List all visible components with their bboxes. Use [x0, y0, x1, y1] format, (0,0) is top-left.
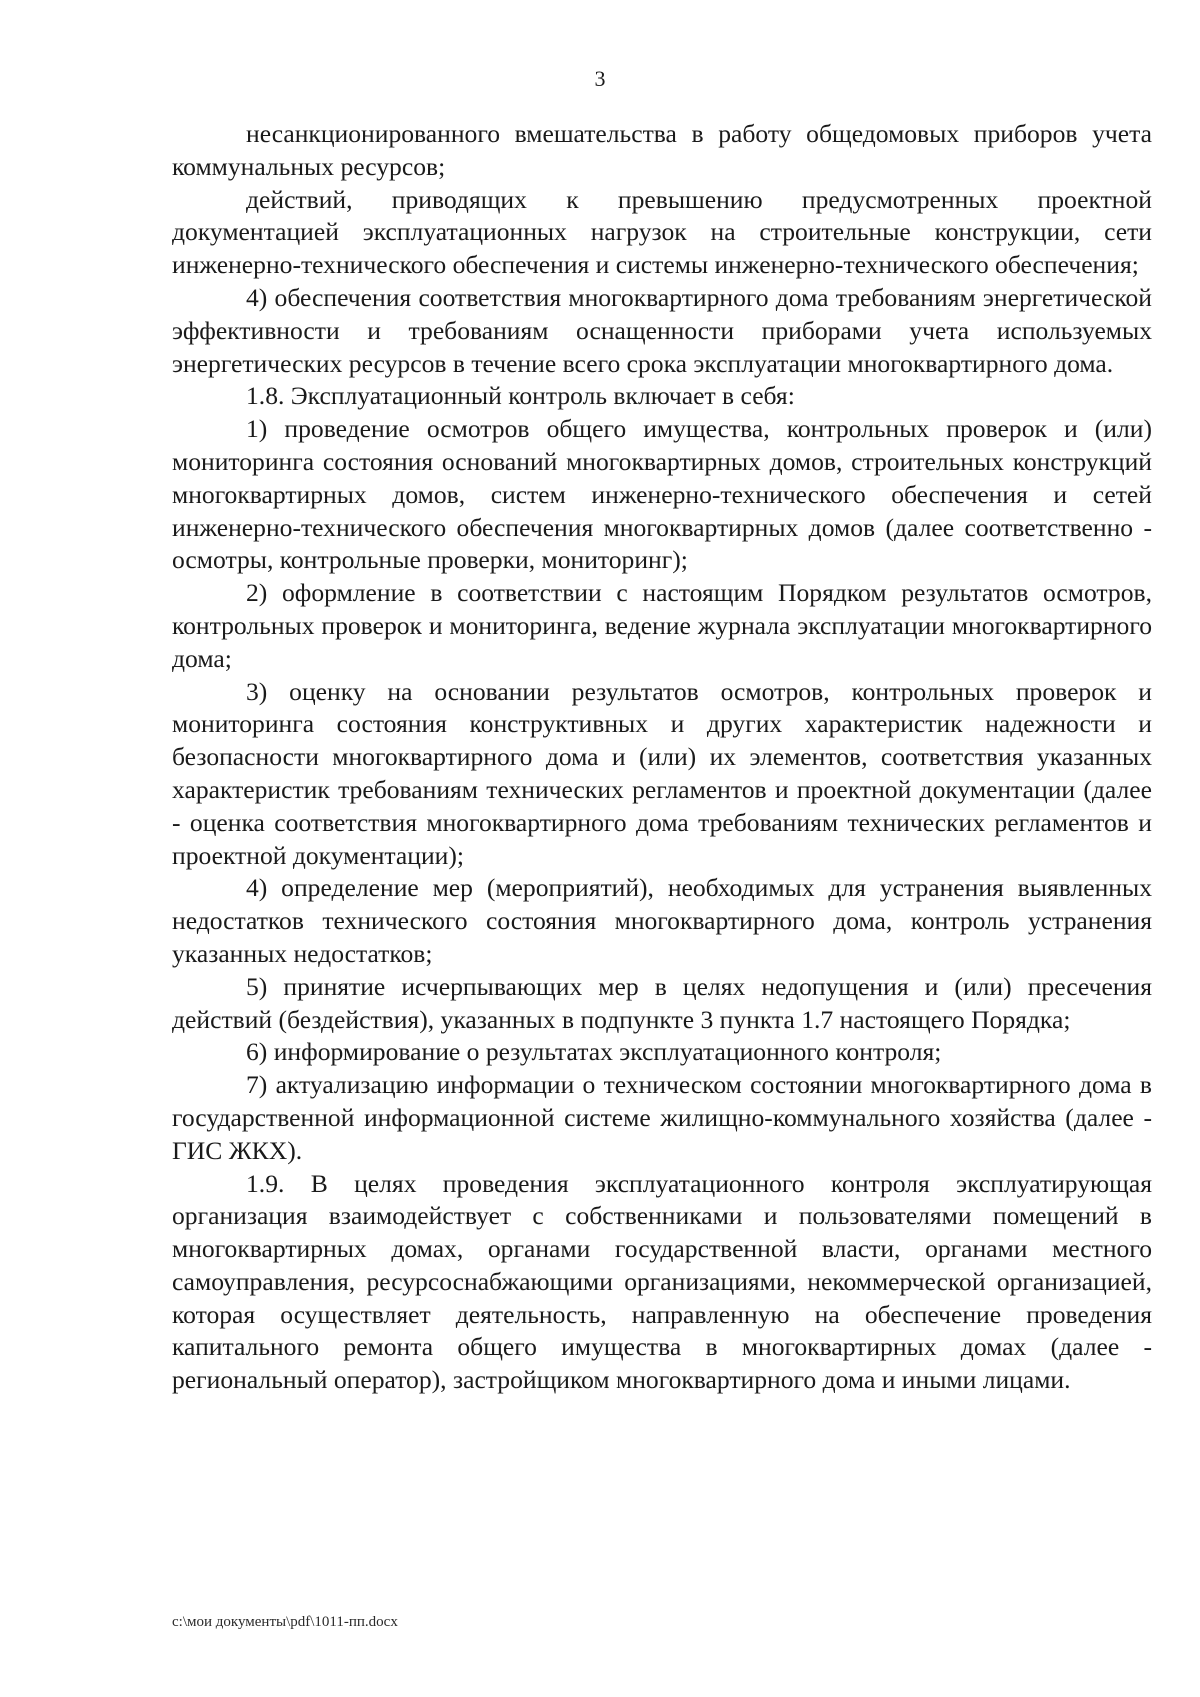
- paragraph: несанкционированного вмешательства в работу общедомовых приборов учета коммунальных ресурсов;: [172, 119, 1152, 181]
- list-item: 4) определение мер (мероприятий), необходимых для устранения выявленных недостатков технического состояния многоквартирного дома, контроль устранения указанных недостатков;: [172, 873, 1152, 968]
- list-item: 2) оформление в соответствии с настоящим Порядком результатов осмотров, контрольных проверок и мониторинга, ведение журнала эксплуатации многоквартирного дома;: [172, 578, 1152, 673]
- section-heading-1-8: 1.8. Эксплуатационный контроль включает в себя:: [246, 381, 795, 411]
- section-paragraph-1-9: 1.9. В целях проведения эксплуатационного контроля эксплуатирующая организация взаимодействует с собственниками и пользователями помещений в многоквартирных домах, органами государственной власти, органами местного самоуправления, ресурсоснабжающими организациями, некоммерческой организацией, которая осуществляет деятельность, направленную на обеспечение проведения капитального ремонта общего имущества в многоквартирных домах (далее - региональный оператор), застройщиком многоквартирного дома и иными лицами.: [172, 1168, 1152, 1395]
- page-number: 3: [594, 66, 606, 91]
- footer-file-path: c:\мои документы\pdf\1011-пп.docx: [172, 1614, 398, 1630]
- list-item: 3) оценку на основании результатов осмотров, контрольных проверок и мониторинга состояния конструктивных и других характеристик надежности и безопасности многоквартирного дома и (или) их элементов, соответствия указанных характеристик требованиям технических регламентов и проектной документации (далее - оценка соответствия многоквартирного дома требованиям технических регламентов и проектной документации);: [172, 676, 1152, 870]
- paragraph: действий, приводящих к превышению предусмотренных проектной документацией эксплуатационных нагрузок на строительные конструкции, сети инженерно-технического обеспечения и системы инженерно-технического обеспечения;: [172, 184, 1152, 280]
- document-body: [172, 118, 1152, 1397]
- list-item: 7) актуализацию информации о техническом состоянии многоквартирного дома в государственной информационной системе жилищно-коммунального хозяйства (далее - ГИС ЖКХ).: [172, 1070, 1152, 1165]
- list-item: 5) принятие исчерпывающих мер в целях недопущения и (или) пресечения действий (бездействия), указанных в подпункте 3 пункта 1.7 настоящего Порядка;: [172, 971, 1152, 1034]
- list-item: 6) информирование о результатах эксплуатационного контроля;: [246, 1037, 942, 1067]
- list-item: 1) проведение осмотров общего имущества, контрольных проверок и (или) мониторинга состояния оснований многоквартирных домов, строительных конструкций многоквартирных домов, систем инженерно-технического обеспечения и сетей инженерно-технического обеспечения многоквартирных домов (далее соответственно - осмотры, контрольные проверки, мониторинг);: [172, 414, 1152, 575]
- paragraph: 4) обеспечения соответствия многоквартирного дома требованиям энергетической эффективности и требованиям оснащенности приборами учета используемых энергетических ресурсов в течение всего срока эксплуатации многоквартирного дома.: [172, 282, 1152, 378]
